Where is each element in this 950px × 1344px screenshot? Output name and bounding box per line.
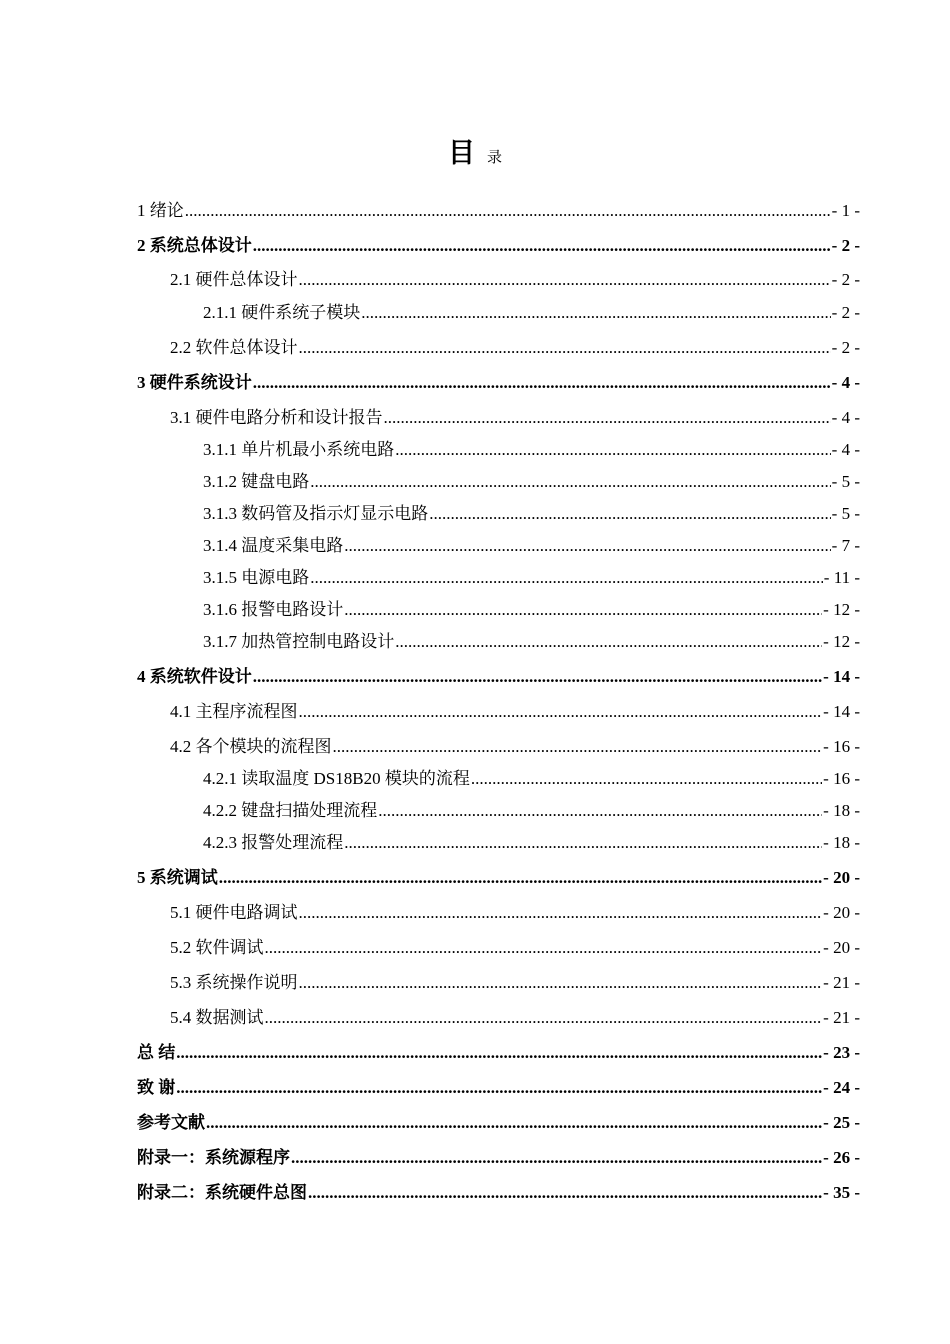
toc-leader-dots	[299, 971, 823, 995]
toc-entry-5-1[interactable]	[170, 901, 860, 925]
toc-entry-4-2[interactable]	[170, 735, 860, 759]
toc-entry-label: 3.1.3 数码管及指示灯显示电路	[203, 504, 429, 523]
toc-entry-ch1[interactable]	[137, 199, 860, 223]
toc-entry-label: 4.2.1 读取温度 DS18B20 模块的流程	[203, 769, 470, 788]
toc-entry-label: 5.3 系统操作说明	[170, 973, 298, 992]
toc-entry-2-1-1[interactable]	[203, 301, 860, 325]
toc-leader-dots	[344, 534, 830, 558]
toc-entry-label: 2 系统总体设计	[137, 236, 252, 255]
toc-leader-dots	[253, 234, 831, 258]
toc-entry-label: 5 系统调试	[137, 868, 218, 887]
toc-entry-page: - 16 -	[823, 737, 860, 756]
toc-leader-dots	[299, 901, 823, 925]
toc-entry-page: - 5 -	[831, 504, 860, 523]
toc-entry-label: 2.1 硬件总体设计	[170, 270, 298, 289]
toc-entry-page: - 14 -	[823, 702, 860, 721]
toc-entry-appendix-1[interactable]	[137, 1146, 860, 1170]
toc-entry-5-2[interactable]	[170, 936, 860, 960]
toc-leader-dots	[344, 831, 822, 855]
toc-entry-label: 5.2 软件调试	[170, 938, 264, 957]
toc-title	[0, 136, 950, 175]
toc-entry-page: - 11 -	[823, 568, 860, 587]
toc-entry-3-1-3[interactable]	[203, 502, 860, 526]
toc-entry-page: - 4 -	[831, 440, 860, 459]
toc-leader-dots	[176, 1076, 822, 1100]
toc-leader-dots	[308, 1181, 822, 1205]
toc-entry-label: 3.1 硬件电路分析和设计报告	[170, 408, 383, 427]
toc-title-suffix: 录	[486, 150, 502, 166]
toc-leader-dots	[429, 502, 830, 526]
toc-leader-dots	[206, 1111, 822, 1135]
toc-leader-dots	[395, 438, 830, 462]
toc-leader-dots	[265, 936, 823, 960]
toc-entry-label: 4.1 主程序流程图	[170, 702, 298, 721]
toc-entry-page: - 21 -	[823, 1008, 860, 1027]
toc-entry-page: - 4 -	[831, 408, 860, 427]
toc-entry-ch4[interactable]	[137, 665, 860, 689]
toc-leader-dots	[384, 406, 831, 430]
toc-entry-page: - 2 -	[831, 270, 860, 289]
toc-entry-4-1[interactable]	[170, 700, 860, 724]
toc-entry-3-1-4[interactable]	[203, 534, 860, 558]
toc-entry-page: - 20 -	[823, 938, 860, 957]
toc-entry-label: 3.1.2 键盘电路	[203, 472, 310, 491]
toc-entry-3-1-2[interactable]	[203, 470, 860, 494]
toc-entry-label: 5.1 硬件电路调试	[170, 903, 298, 922]
toc-entry-page: - 25 -	[823, 1113, 860, 1132]
toc-entry-page: - 16 -	[823, 769, 860, 788]
toc-entry-label: 5.4 数据测试	[170, 1008, 264, 1027]
toc-entry-4-2-3[interactable]	[203, 831, 860, 855]
toc-leader-dots	[344, 598, 822, 622]
toc-entry-page: - 21 -	[823, 973, 860, 992]
toc-entry-label: 2.1.1 硬件系统子模块	[203, 303, 361, 322]
toc-entry-4-2-2[interactable]	[203, 799, 860, 823]
toc-leader-dots	[395, 630, 822, 654]
toc-entry-label: 3.1.5 电源电路	[203, 568, 310, 587]
toc-entry-page: - 5 -	[831, 472, 860, 491]
toc-entry-3-1-5[interactable]	[203, 566, 860, 590]
toc-leader-dots	[361, 301, 830, 325]
toc-leader-dots	[378, 799, 822, 823]
toc-entry-label: 3 硬件系统设计	[137, 373, 252, 392]
toc-leader-dots	[299, 700, 823, 724]
toc-entry-page: - 2 -	[831, 303, 860, 322]
toc-entry-label: 致 谢	[137, 1078, 176, 1097]
toc-entry-5-3[interactable]	[170, 971, 860, 995]
toc-entry-label: 2.2 软件总体设计	[170, 338, 298, 357]
toc-entry-ch2[interactable]	[137, 234, 860, 258]
toc-entry-page: - 23 -	[823, 1043, 860, 1062]
toc-leader-dots	[265, 1006, 823, 1030]
toc-leader-dots	[253, 371, 831, 395]
toc-title-main: 目	[447, 138, 475, 168]
toc-entry-5-4[interactable]	[170, 1006, 860, 1030]
toc-entry-label: 4.2.3 报警处理流程	[203, 833, 344, 852]
toc-entry-label: 3.1.6 报警电路设计	[203, 600, 344, 619]
toc-entry-page: - 12 -	[823, 632, 860, 651]
toc-entry-page: - 7 -	[831, 536, 860, 555]
toc-entry-label: 3.1.1 单片机最小系统电路	[203, 440, 395, 459]
toc-entry-page: - 26 -	[823, 1148, 860, 1167]
toc-entry-page: - 35 -	[823, 1183, 860, 1202]
toc-entry-page: - 20 -	[823, 903, 860, 922]
toc-entry-label: 3.1.7 加热管控制电路设计	[203, 632, 395, 651]
toc-entry-label: 4.2 各个模块的流程图	[170, 737, 332, 756]
toc-entry-page: - 1 -	[831, 201, 860, 220]
toc-leader-dots	[253, 665, 822, 689]
toc-leader-dots	[299, 336, 831, 360]
toc-entry-label: 3.1.4 温度采集电路	[203, 536, 344, 555]
toc-entry-page: - 14 -	[823, 667, 860, 686]
toc-leader-dots	[310, 470, 830, 494]
toc-entry-3-1-1[interactable]	[203, 438, 860, 462]
toc-entry-page: - 20 -	[823, 868, 860, 887]
toc-entry-3-1-6[interactable]	[203, 598, 860, 622]
toc-entry-label: 附录二：系统硬件总图	[137, 1183, 307, 1202]
toc-leader-dots	[291, 1146, 822, 1170]
toc-entry-summary[interactable]	[137, 1041, 860, 1065]
toc-entry-page: - 2 -	[831, 236, 860, 255]
toc-entry-3-1-7[interactable]	[203, 630, 860, 654]
toc-entry-appendix-2[interactable]	[137, 1181, 860, 1205]
toc-entry-page: - 4 -	[831, 373, 860, 392]
toc-leader-dots	[333, 735, 823, 759]
toc-leader-dots	[299, 268, 831, 292]
toc-entry-ch5[interactable]	[137, 866, 860, 890]
toc-leader-dots	[176, 1041, 822, 1065]
toc-entry-2-2[interactable]	[170, 336, 860, 360]
toc-entry-acknowledgements[interactable]	[137, 1076, 860, 1100]
toc-entry-page: - 12 -	[823, 600, 860, 619]
toc-entry-ch3[interactable]	[137, 371, 860, 395]
toc-entry-page: - 18 -	[823, 833, 860, 852]
toc-entry-page: - 18 -	[823, 801, 860, 820]
toc-entry-2-1[interactable]	[170, 268, 860, 292]
toc-leader-dots	[310, 566, 823, 590]
toc-entry-label: 总 结	[137, 1043, 176, 1062]
toc-leader-dots	[185, 199, 831, 223]
toc-entry-4-2-1[interactable]	[203, 767, 860, 791]
toc-entry-label: 4.2.2 键盘扫描处理流程	[203, 801, 378, 820]
toc-entry-references[interactable]	[137, 1111, 860, 1135]
toc-entry-page: - 24 -	[823, 1078, 860, 1097]
toc-leader-dots	[219, 866, 822, 890]
toc-entry-page: - 2 -	[831, 338, 860, 357]
toc-entry-3-1[interactable]	[170, 406, 860, 430]
toc-entry-label: 参考文献	[137, 1113, 205, 1132]
toc-entry-label: 附录一：系统源程序	[137, 1148, 290, 1167]
toc-entry-label: 1 绪论	[137, 201, 184, 220]
toc-entry-label: 4 系统软件设计	[137, 667, 252, 686]
toc-leader-dots	[471, 767, 822, 791]
